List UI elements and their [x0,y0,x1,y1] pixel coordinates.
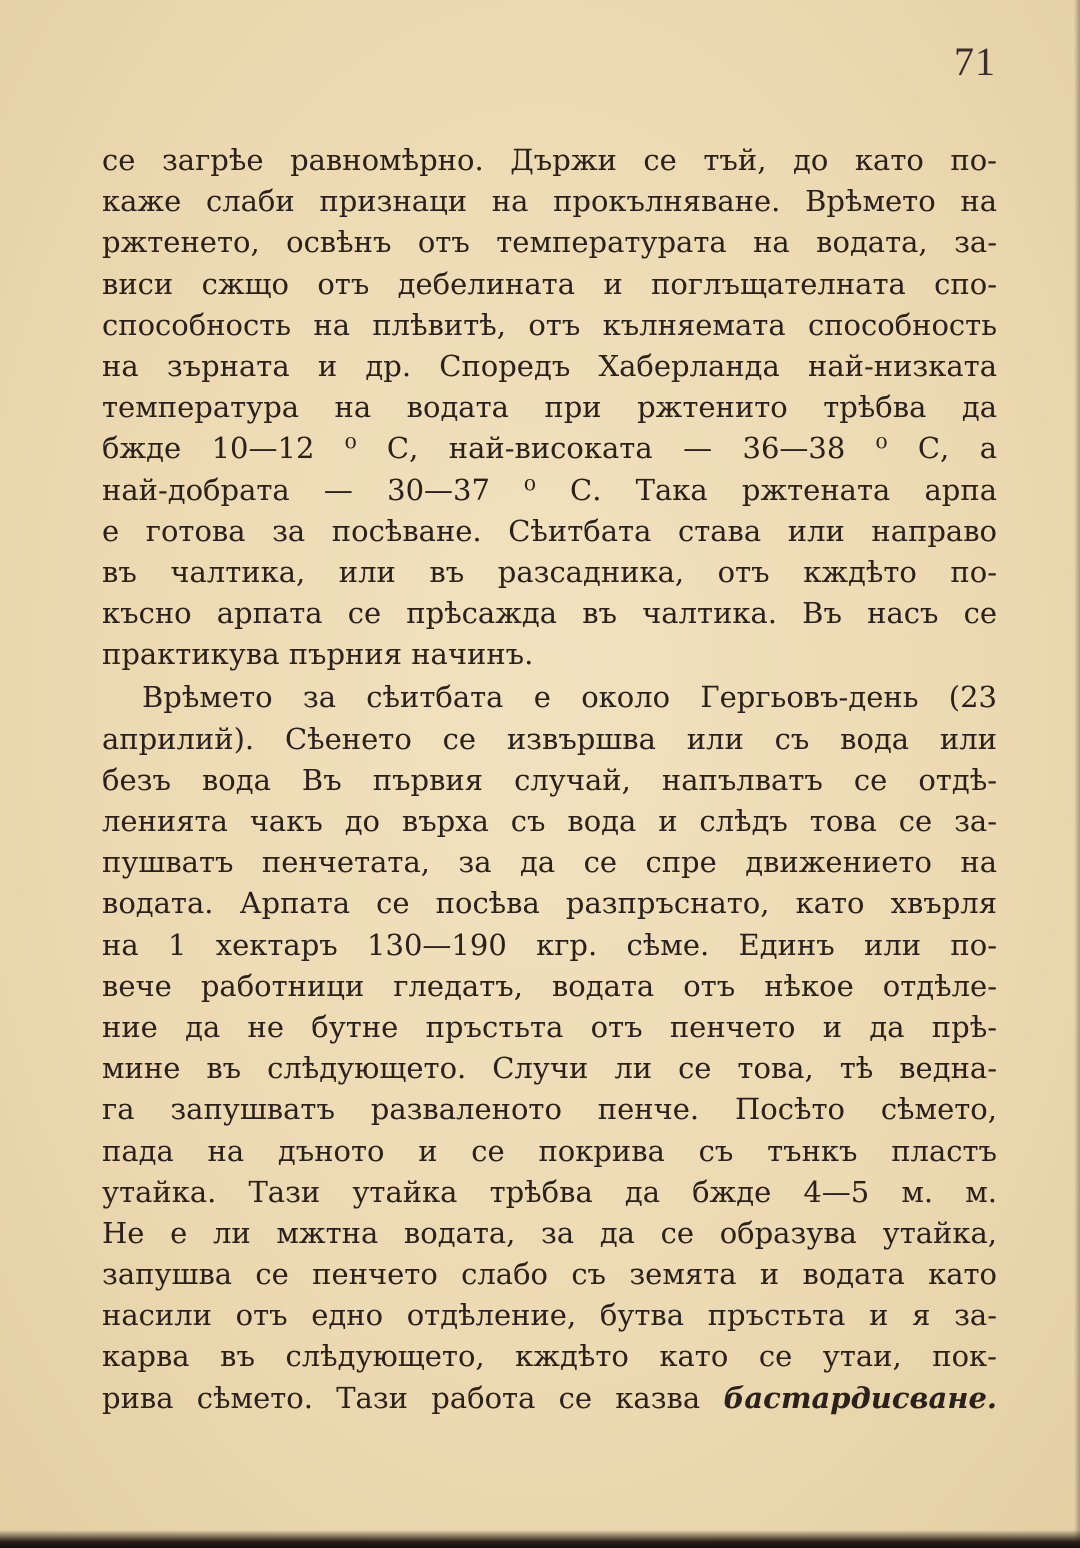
text-line: га запушватъ разваленото пенче. Посѣто сѣмето, [102,1092,997,1127]
text-line: каже слаби признаци на прокълняване. Врѣмето на [102,184,997,219]
text-fragment: рива сѣмето. Тази работа се казва [102,1380,701,1415]
text-line: априлий). Сѣенето се извършва или съ вода или [102,721,997,756]
text-line: практикува пърния начинъ. [102,637,534,672]
paragraph-1 [102,140,997,675]
text-line: на зърната и др. Споредъ Хаберланда най-низката [102,348,997,383]
page-bottom-shadow [0,1530,1080,1548]
text-line: карва въ слѣдующето, кждѣто като се утаи, пок- [102,1339,997,1374]
last-text-line [102,1378,997,1419]
text-line: вече работници гледатъ, водата отъ нѣкое отдѣле- [102,968,997,1003]
text-line: пада на дъното и се покрива съ тънкъ пластъ [102,1133,997,1168]
text-line: ржтенето, освѣнъ отъ температурата на водата, за- [102,225,997,260]
body-text [102,140,997,1419]
text-line: ленията чакъ до върха съ вода и слѣдъ това се за- [102,804,997,838]
text-line: е готова за посѣване. Сѣитбата става или направо [102,513,997,548]
text-line: запушва се пенчето слабо съ земята и водата като [102,1257,997,1292]
text-line: Не е ли мжтна водата, за да се образува утайка, [102,1215,997,1250]
paragraph-2 [102,677,997,1418]
page-edge-shadow [1074,0,1080,1548]
text-line: пушватъ пенчетата, за да се спре движението на [102,845,997,880]
text-line: въ чалтика, или въ разсадника, отъ кждѣто по- [102,554,997,589]
text-line: се загрѣе равномѣрно. Държи се тъй, до като по- [102,143,997,177]
text-line: утайка. Тази утайка трѣбва да бжде 4—5 м. м. [102,1174,997,1209]
text-line: най-добрата — 30—37 ⁰ С. Така ржтената арпа [102,472,997,507]
text-line: насили отъ едно отдѣление, бутва пръстьта и я за- [102,1298,997,1333]
text-line: водата. Арпата се посѣва разпръснато, като хвърля [102,886,997,921]
text-line: бжде 10—12 ⁰ С, най-високата — 36—38 ⁰ С, а [102,431,997,466]
text-line: виси сжщо отъ дебелината и поглъщателната спо- [102,266,997,301]
text-line: температура на водата при ржтенито трѣбва да [102,390,997,425]
emphasized-term: бастардисване. [723,1380,998,1415]
text-line: на 1 хектаръ 130—190 кгр. сѣме. Единъ или по- [102,927,997,962]
text-line: ние да не бутне пръстьта отъ пенчето и да прѣ- [102,1009,997,1044]
text-line: Врѣмето за сѣитбата е около Гергьовъ-день (23 [142,680,997,715]
text-line: безъ вода Въ първия случай, напълватъ се отдѣ- [102,762,997,797]
text-line: способность на плѣвитѣ, отъ кълняемата способность [102,307,997,342]
text-line: късно арпата се прѣсажда въ чалтика. Въ насъ се [102,596,997,631]
text-line: мине въ слѣдующето. Случи ли се това, тѣ ведна- [102,1051,997,1086]
page-number: 71 [954,39,996,84]
